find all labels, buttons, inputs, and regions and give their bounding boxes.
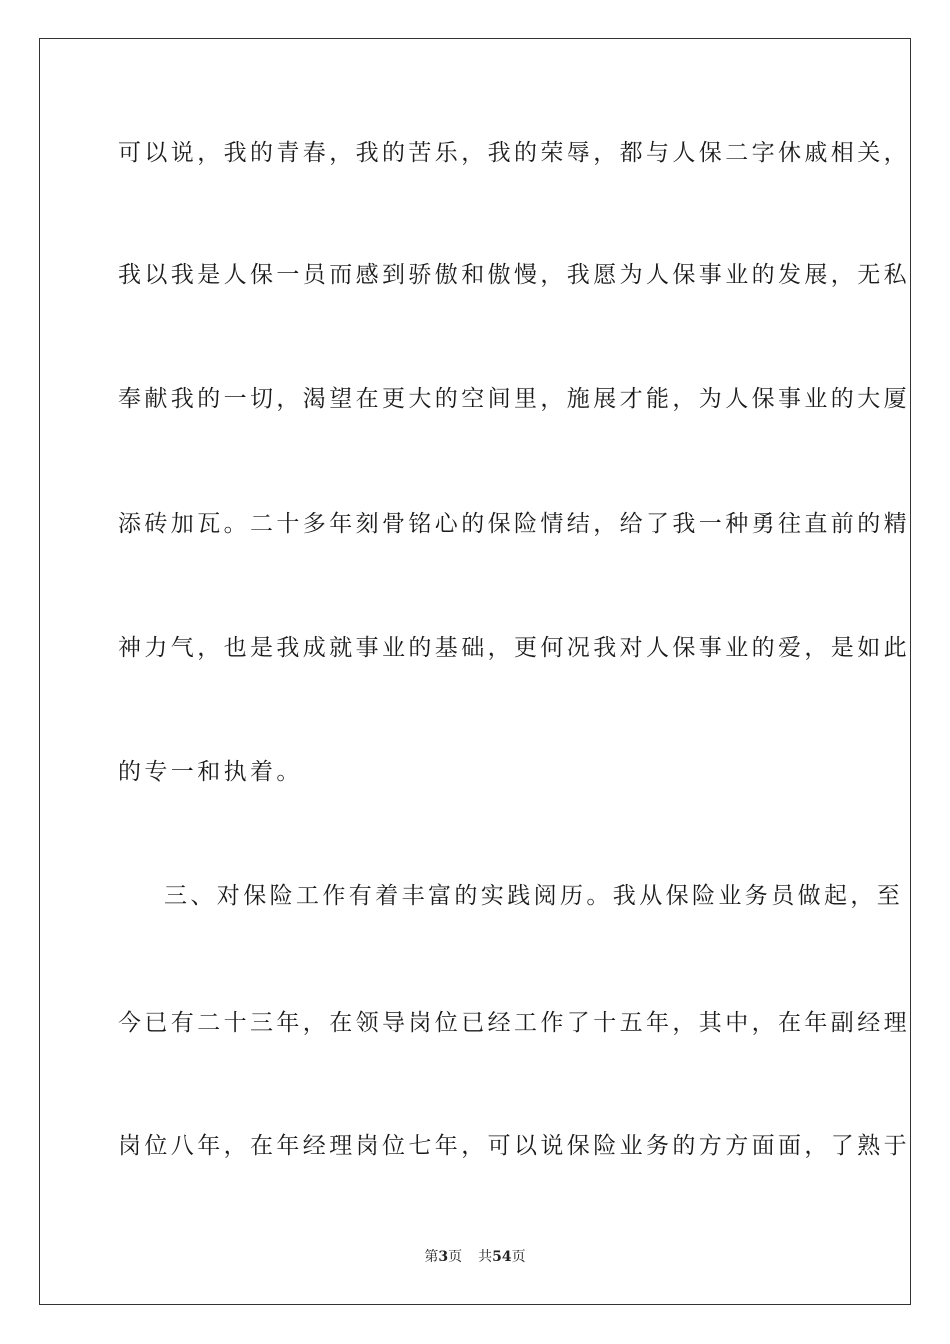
footer-page-prefix: 第 bbox=[424, 1249, 439, 1265]
body-text-line-1: 可以说，我的青春，我的苦乐，我的荣辱，都与人保二字休戚相关， bbox=[118, 140, 910, 166]
footer-total-prefix: 共 bbox=[478, 1249, 493, 1265]
footer-total-suffix: 页 bbox=[511, 1249, 526, 1265]
page-border bbox=[39, 38, 911, 1305]
body-text-line-3: 奉献我的一切，渴望在更大的空间里，施展才能，为人保事业的大厦 bbox=[118, 386, 910, 412]
body-text-line-7: 三、对保险工作有着丰富的实践阅历。我从保险业务员做起，至 bbox=[164, 883, 904, 909]
page-footer bbox=[0, 1248, 950, 1266]
body-text-line-4: 添砖加瓦。二十多年刻骨铭心的保险情结，给了我一种勇往直前的精 bbox=[118, 511, 910, 537]
body-text-line-2: 我以我是人保一员而感到骄傲和傲慢，我愿为人保事业的发展，无私 bbox=[118, 262, 910, 288]
footer-total-pages: 54 bbox=[492, 1249, 512, 1265]
body-text-line-8: 今已有二十三年，在领导岗位已经工作了十五年，其中，在年副经理 bbox=[118, 1010, 910, 1036]
footer-page-number: 3 bbox=[438, 1249, 449, 1265]
body-text-line-6: 的专一和执着。 bbox=[118, 759, 303, 785]
footer-page-suffix: 页 bbox=[448, 1249, 463, 1265]
body-text-line-5: 神力气，也是我成就事业的基础，更何况我对人保事业的爱，是如此 bbox=[118, 635, 910, 661]
body-text-line-9: 岗位八年，在年经理岗位七年，可以说保险业务的方方面面，了熟于 bbox=[118, 1133, 910, 1159]
